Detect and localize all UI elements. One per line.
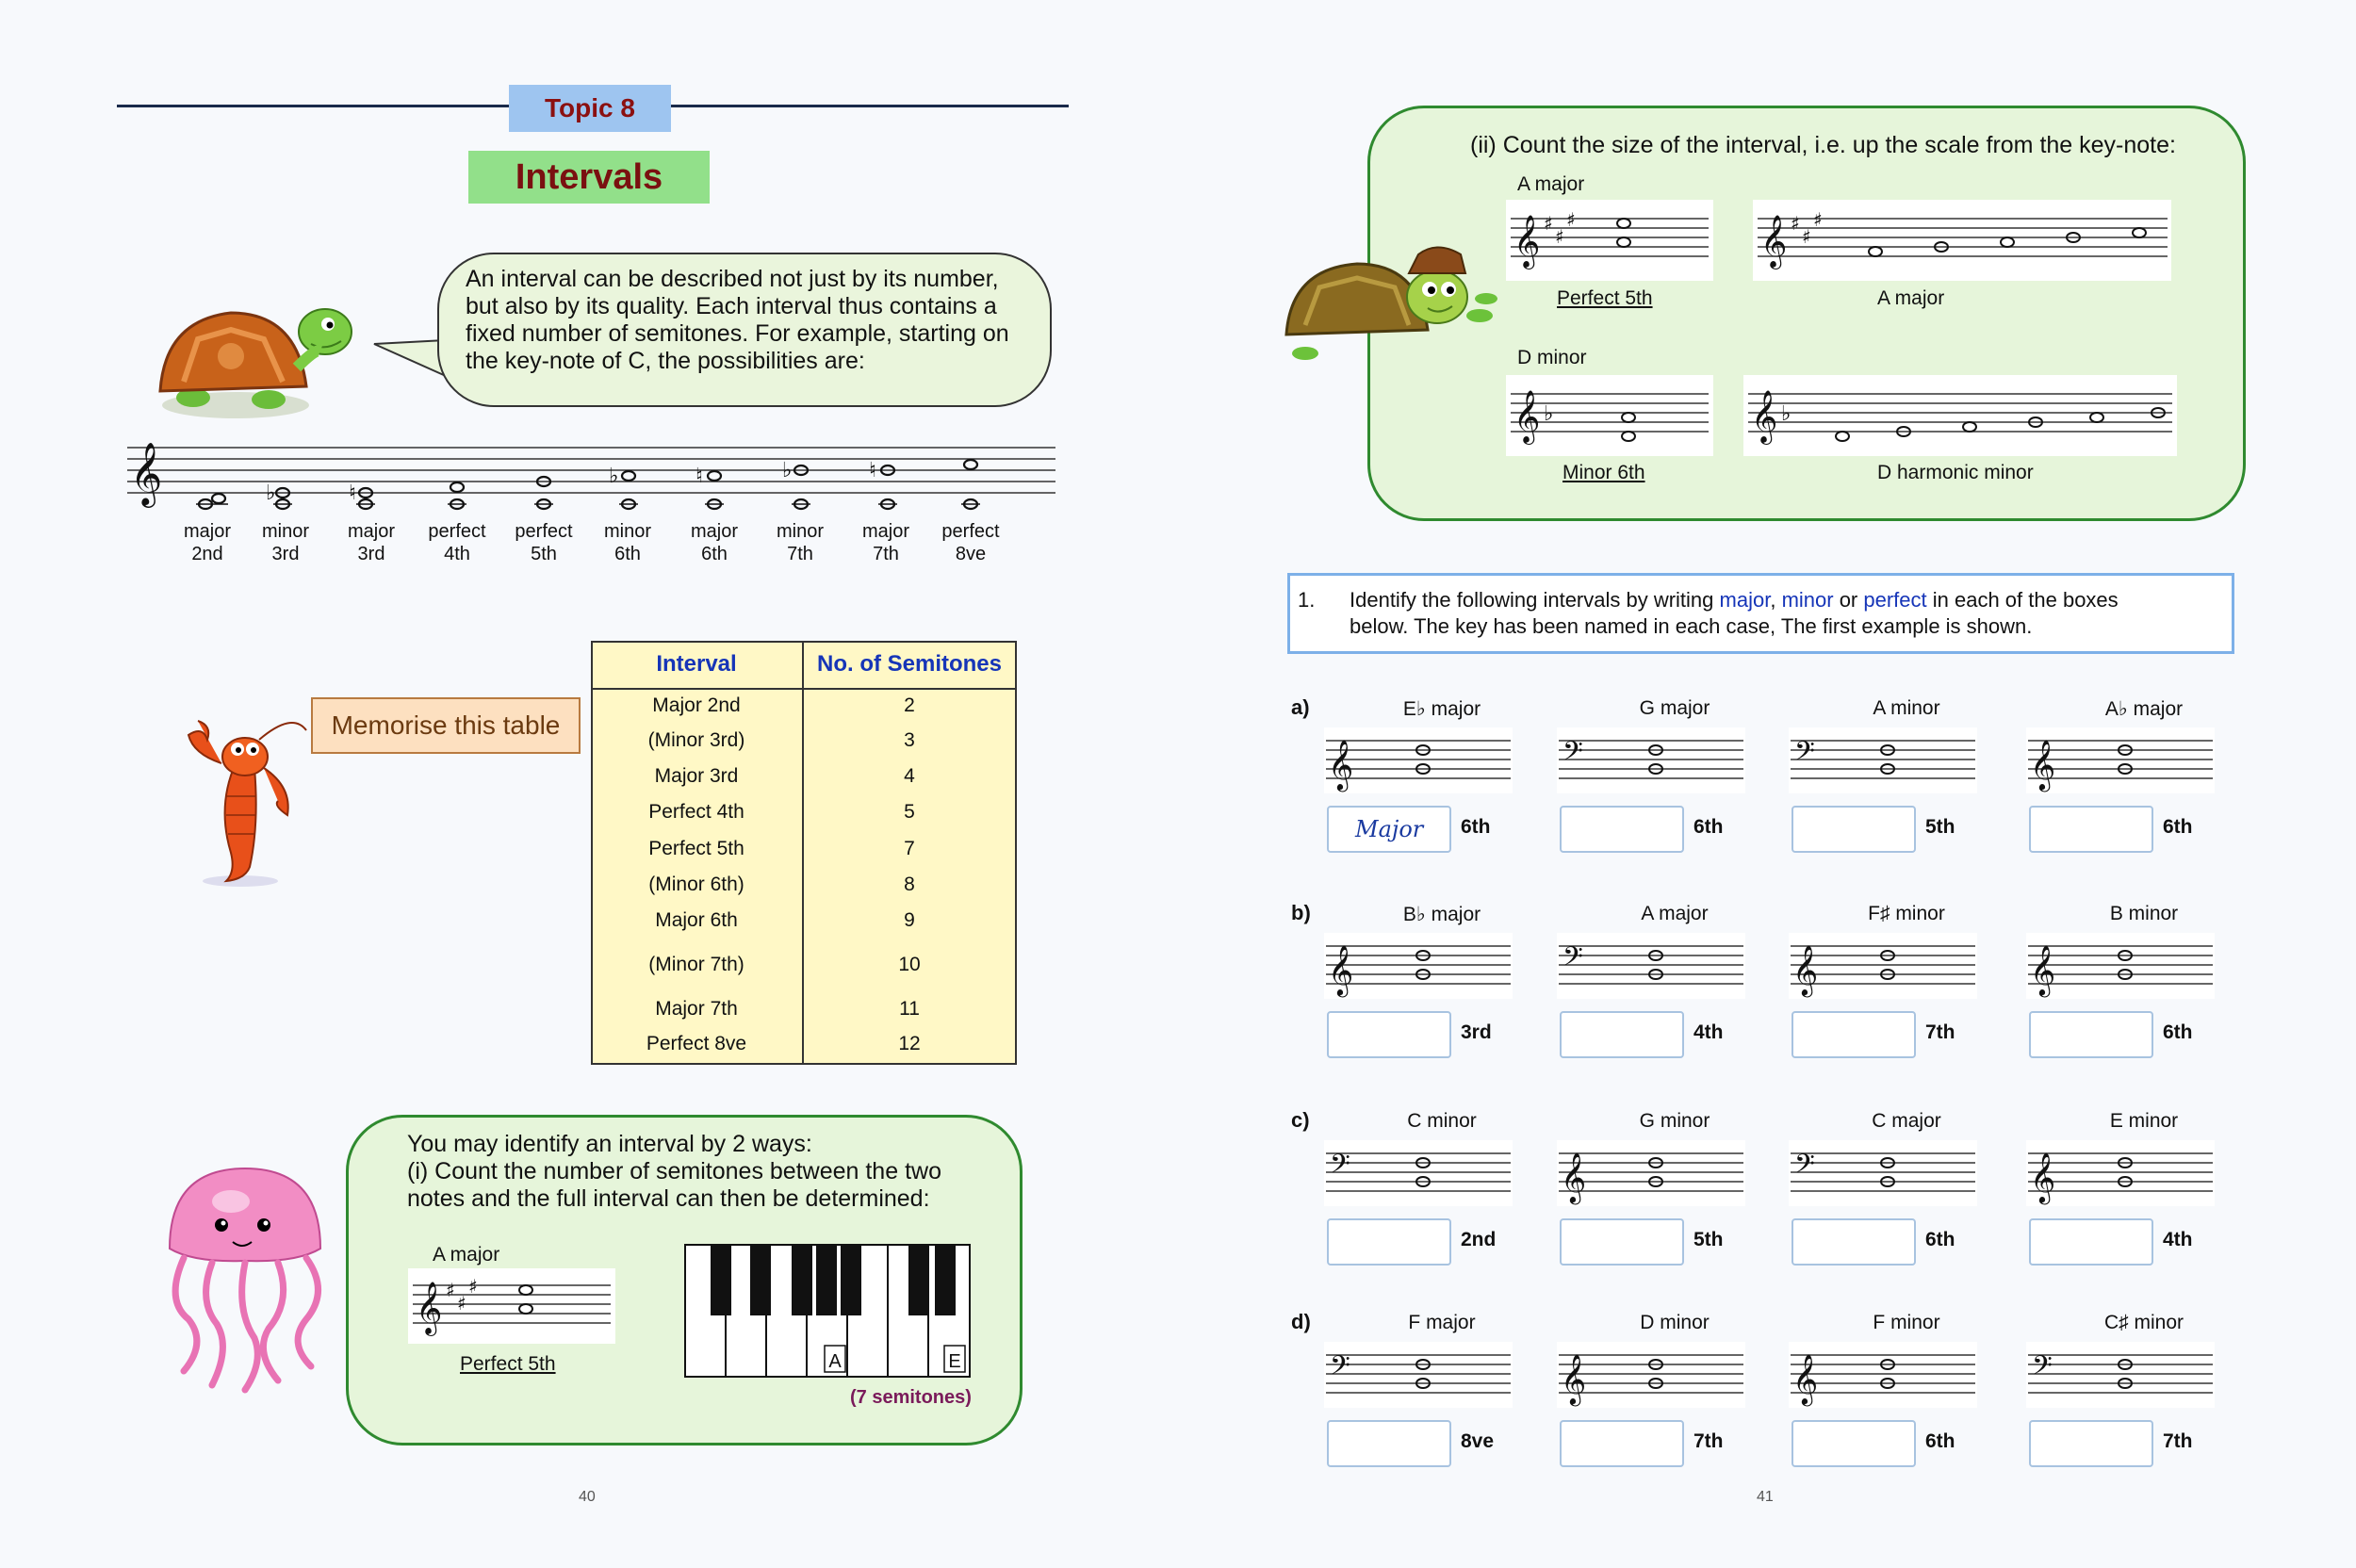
table-cell-interval: Major 6th <box>655 909 738 931</box>
table-cell-semitones: 3 <box>904 729 915 751</box>
table-cell-interval: (Minor 6th) <box>648 874 744 895</box>
interval-label: perfect 5th <box>515 521 573 564</box>
exercise-staff <box>1557 933 1745 999</box>
interval-number: 6th <box>2163 816 2193 838</box>
exercise-staff <box>1789 1140 1977 1206</box>
svg-text:♯: ♯ <box>1791 212 1800 235</box>
table-cell-interval: Perfect 8ve <box>646 1033 747 1054</box>
exercise-staff <box>1789 727 1977 793</box>
svg-text:♮: ♮ <box>869 459 876 482</box>
exercise-row-label: a) <box>1291 695 1310 719</box>
exercise-key-label: E minor <box>2109 1110 2179 1132</box>
jellyfish-illustration <box>155 1159 335 1395</box>
svg-text:♯: ♯ <box>457 1292 466 1315</box>
answer-box[interactable] <box>1327 1218 1451 1266</box>
example-staff <box>408 1268 615 1344</box>
exercise-staff <box>1324 1140 1513 1206</box>
ex2-staff <box>1506 375 1713 456</box>
svg-text:𝄞: 𝄞 <box>1751 390 1778 443</box>
turtle-illustration <box>141 292 358 424</box>
svg-text:♯: ♯ <box>1813 208 1823 231</box>
exercise-key-label: E♭ major <box>1402 698 1481 720</box>
question-text: Identify the following intervals by writing major, minor or perfect in each of the boxes below. The key has been named in each case, The first example is shown. <box>1350 588 2119 638</box>
exercise-staff <box>1557 1140 1745 1206</box>
exercise-staff <box>1557 1342 1745 1408</box>
lobster-illustration <box>170 711 311 890</box>
question-number: 1. <box>1298 588 1316 612</box>
svg-text:𝄞: 𝄞 <box>1760 215 1788 268</box>
table-cell-semitones: 12 <box>898 1033 921 1054</box>
ex2-caption: Minor 6th <box>1562 462 1645 483</box>
piano-label-e: E <box>948 1351 961 1372</box>
answer-box[interactable] <box>2029 1420 2153 1467</box>
svg-text:𝄞: 𝄞 <box>130 441 163 505</box>
svg-text:𝄞: 𝄞 <box>1328 944 1354 995</box>
svg-text:𝄢: 𝄢 <box>1562 941 1583 979</box>
table-cell-semitones: 2 <box>904 694 915 716</box>
exercise-key-label: B minor <box>2109 903 2179 924</box>
svg-text:𝄞: 𝄞 <box>1561 1353 1587 1404</box>
piano-keyboard <box>684 1244 971 1378</box>
svg-text:𝄢: 𝄢 <box>1330 1350 1350 1388</box>
exercise-key-label: G minor <box>1639 1110 1710 1132</box>
page-number-right: 41 <box>1757 1489 1774 1505</box>
intro-text: An interval can be described not just by its number, but also by its quality. Each interval thus contains a fixed number of semitones. For example, starting on the key-note of C, the possibilities are: <box>466 266 1009 374</box>
ex1-scale-label: A major <box>1877 287 1945 309</box>
interval-label: minor 3rd <box>261 521 309 564</box>
exercise-staff <box>1324 727 1513 793</box>
interval-number: 4th <box>2163 1229 2193 1250</box>
interval-number: 8ve <box>1461 1430 1495 1452</box>
ex1-scale-staff <box>1753 200 2171 281</box>
svg-text:♯: ♯ <box>1566 208 1576 231</box>
table-cell-interval: Major 3rd <box>654 765 739 787</box>
ex1-key-label: A major <box>1517 173 1585 195</box>
ex1-staff <box>1506 200 1713 281</box>
exercise-row-label: b) <box>1291 901 1311 924</box>
answer-box[interactable] <box>1560 1011 1684 1058</box>
svg-text:𝄞: 𝄞 <box>1561 1152 1587 1202</box>
svg-text:♭: ♭ <box>782 459 793 482</box>
svg-text:𝄢: 𝄢 <box>2032 1350 2053 1388</box>
svg-text:𝄞: 𝄞 <box>1792 1353 1819 1404</box>
interval-label: major 3rd <box>347 521 395 564</box>
exercise-key-label: A major <box>1641 903 1709 924</box>
interval-number: 6th <box>1461 816 1491 838</box>
answer-box[interactable] <box>1560 1218 1684 1266</box>
table-cell-interval: Perfect 4th <box>648 801 744 823</box>
svg-text:♭: ♭ <box>1781 402 1792 426</box>
table-cell-semitones: 10 <box>898 954 921 975</box>
svg-text:♭: ♭ <box>266 482 276 505</box>
exercise-key-label: C♯ minor <box>2103 1312 2184 1333</box>
svg-text:𝄞: 𝄞 <box>2030 1152 2056 1202</box>
interval-label: perfect 4th <box>428 521 486 564</box>
table-cell-semitones: 8 <box>904 874 915 895</box>
svg-text:♭: ♭ <box>609 465 619 488</box>
page-number-left: 40 <box>579 1489 596 1505</box>
svg-text:♭: ♭ <box>1544 402 1554 426</box>
answer-box[interactable] <box>1327 1420 1451 1467</box>
interval-staff <box>123 433 1065 518</box>
method-two-text: (ii) Count the size of the interval, i.e. up the scale from the key-note: <box>1470 132 2176 158</box>
memorise-callout: Memorise this table <box>311 697 581 754</box>
exercise-key-label: D minor <box>1640 1312 1710 1333</box>
exercise-key-label: B♭ major <box>1402 904 1481 925</box>
exercise-staff <box>1557 727 1745 793</box>
interval-label: major 6th <box>690 521 738 564</box>
answer-box[interactable] <box>1560 806 1684 853</box>
interval-number: 6th <box>1925 1430 1955 1452</box>
svg-text:𝄢: 𝄢 <box>1562 736 1583 774</box>
svg-text:♯: ♯ <box>1555 225 1564 248</box>
exercise-staff <box>2026 1342 2215 1408</box>
interval-label: minor 6th <box>603 521 651 564</box>
turtle-hat-illustration <box>1277 231 1503 372</box>
topic-tab: Topic 8 <box>509 85 671 132</box>
exercise-key-label: G major <box>1639 697 1710 719</box>
exercise-staff <box>1324 933 1513 999</box>
interval-number: 6th <box>1693 816 1724 838</box>
piano-label-a: A <box>828 1351 842 1372</box>
interval-label: minor 7th <box>776 521 824 564</box>
svg-text:♯: ♯ <box>446 1279 455 1301</box>
answer-box[interactable] <box>2029 1011 2153 1058</box>
exercise-key-label: C major <box>1872 1110 1941 1132</box>
table-cell-interval: Perfect 5th <box>648 838 744 859</box>
table-cell-interval: Major 7th <box>655 998 738 1020</box>
interval-number: 3rd <box>1461 1021 1492 1043</box>
table-cell-interval: (Minor 7th) <box>648 954 744 975</box>
interval-number: 6th <box>1925 1229 1955 1250</box>
exercise-staff <box>2026 727 2215 793</box>
exercise-row-label: c) <box>1291 1108 1310 1132</box>
interval-number: 5th <box>1925 816 1955 838</box>
answer-box[interactable] <box>1792 1420 1916 1467</box>
interval-number: 7th <box>1925 1021 1955 1043</box>
answer-box[interactable] <box>1327 806 1451 853</box>
answer-box[interactable] <box>1560 1420 1684 1467</box>
table-header-rule <box>591 688 1015 690</box>
answer-text: Major <box>1355 816 1424 842</box>
exercise-key-label: A minor <box>1873 697 1940 719</box>
interval-number: 4th <box>1693 1021 1724 1043</box>
example-key-label: A major <box>433 1244 500 1266</box>
svg-text:♮: ♮ <box>349 482 356 505</box>
ex2-scale-label: D harmonic minor <box>1877 462 2034 483</box>
svg-text:𝄞: 𝄞 <box>1513 390 1541 443</box>
exercise-staff <box>2026 933 2215 999</box>
interval-number: 7th <box>1693 1430 1724 1452</box>
table-cell-interval: Major 2nd <box>652 694 741 716</box>
table-cell-semitones: 7 <box>904 838 915 859</box>
answer-box[interactable] <box>2029 806 2153 853</box>
svg-text:𝄞: 𝄞 <box>1513 215 1541 268</box>
interval-label: perfect 8ve <box>941 521 1000 564</box>
table-cell-semitones: 11 <box>899 998 920 1020</box>
table-header-interval: Interval <box>656 651 737 677</box>
exercise-staff <box>1324 1342 1513 1408</box>
exercise-key-label: A♭ major <box>2104 698 2184 720</box>
ex2-scale-staff <box>1743 375 2177 456</box>
example-caption: Perfect 5th <box>460 1353 556 1375</box>
svg-text:𝄢: 𝄢 <box>1330 1149 1350 1186</box>
svg-text:♯: ♯ <box>1544 212 1553 235</box>
table-cell-semitones: 4 <box>904 765 915 787</box>
semitones-note: (7 semitones) <box>850 1387 972 1408</box>
exercise-staff <box>2026 1140 2215 1206</box>
svg-text:𝄞: 𝄞 <box>1328 739 1354 790</box>
svg-text:♯: ♯ <box>468 1275 478 1298</box>
method-one-text: You may identify an interval by 2 ways: (i) Count the number of semitones between the two notes and the full interval can then be determined: <box>407 1131 941 1212</box>
interval-number: 6th <box>2163 1021 2193 1043</box>
svg-text:𝄞: 𝄞 <box>2030 944 2056 995</box>
answer-box[interactable] <box>1327 1011 1451 1058</box>
table-cell-interval: (Minor 3rd) <box>647 729 745 751</box>
svg-text:𝄞: 𝄞 <box>2030 739 2056 790</box>
svg-text:♯: ♯ <box>1802 225 1811 248</box>
table-cell-semitones: 5 <box>904 801 915 823</box>
interval-number: 7th <box>2163 1430 2193 1452</box>
interval-number: 5th <box>1693 1229 1724 1250</box>
table-cell-semitones: 9 <box>904 909 915 931</box>
interval-number: 2nd <box>1461 1229 1497 1250</box>
interval-label: major 7th <box>861 521 909 564</box>
exercise-staff <box>1789 1342 1977 1408</box>
svg-text:𝄞: 𝄞 <box>416 1282 443 1334</box>
svg-text:♮: ♮ <box>695 465 703 488</box>
exercise-key-label: F♯ minor <box>1868 903 1945 924</box>
exercise-key-label: C minor <box>1407 1110 1477 1132</box>
answer-box[interactable] <box>1792 1011 1916 1058</box>
page-title: Intervals <box>468 151 710 204</box>
interval-label: major 2nd <box>183 521 231 564</box>
exercise-key-label: F major <box>1408 1312 1476 1333</box>
svg-text:𝄞: 𝄞 <box>1792 944 1819 995</box>
answer-box[interactable] <box>2029 1218 2153 1266</box>
svg-text:𝄢: 𝄢 <box>1794 1149 1815 1186</box>
ex2-key-label: D minor <box>1517 347 1587 368</box>
exercise-row-label: d) <box>1291 1310 1311 1333</box>
bubble-tail <box>372 335 448 382</box>
exercise-key-label: F minor <box>1873 1312 1940 1333</box>
svg-text:𝄢: 𝄢 <box>1794 736 1815 774</box>
answer-box[interactable] <box>1792 806 1916 853</box>
exercise-staff <box>1789 933 1977 999</box>
table-header-semitones: No. of Semitones <box>816 651 1003 677</box>
answer-box[interactable] <box>1792 1218 1916 1266</box>
ex1-caption: Perfect 5th <box>1557 287 1653 309</box>
